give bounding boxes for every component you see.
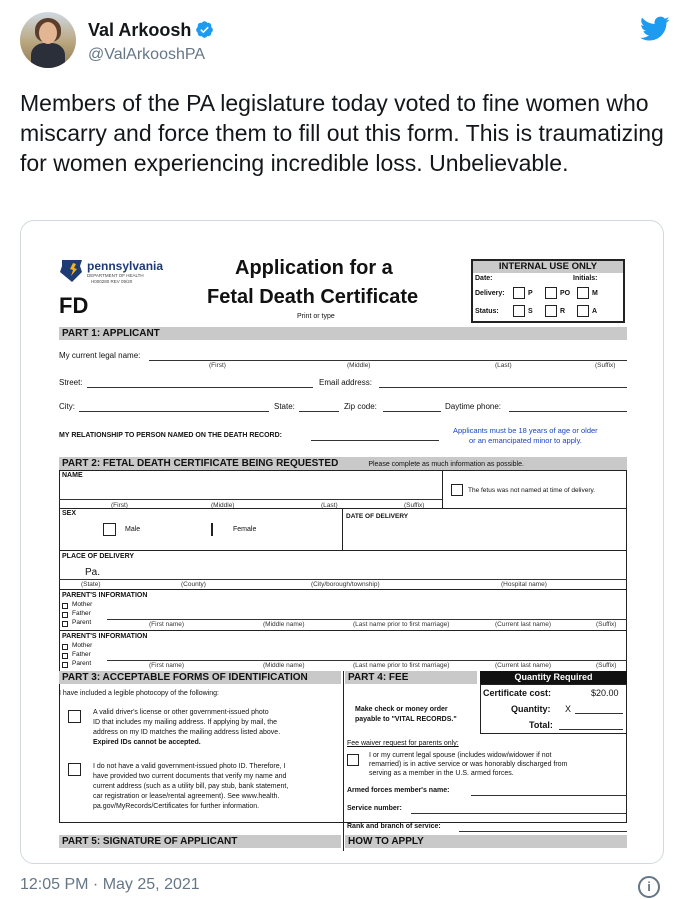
parent2-parent-checkbox[interactable]	[62, 662, 68, 668]
parent2-suffix-caption: (Suffix)	[596, 662, 617, 669]
display-name[interactable]	[88, 20, 214, 41]
service-number-line[interactable]	[411, 813, 627, 814]
p2-middle-caption: (Middle)	[211, 502, 235, 509]
id-option2-checkbox[interactable]	[68, 763, 81, 776]
id-option2-line1: I do not have a valid government-issued photo ID. Therefore, I	[93, 763, 286, 770]
tweet-header	[20, 12, 670, 72]
parent2-last-caption: (Last name prior to first marriage)	[353, 662, 450, 669]
service-number-label: Service number:	[347, 805, 402, 812]
form-title-line2: Fetal Death Certificate	[207, 286, 419, 308]
part2-note: Please complete as much information as possible.	[368, 461, 524, 468]
id-option2-line5: pa.gov/MyRecords/Certificates for further information.	[93, 803, 260, 810]
sex-label: SEX	[62, 510, 77, 517]
id-intro: I have included a legible photocopy of the following:	[59, 690, 219, 697]
zip-label: Zip code:	[344, 402, 377, 411]
place-state-caption: (State)	[81, 581, 101, 588]
id-option2-line3: current address (such as a utility bill, pay stub, bank statement,	[93, 783, 289, 790]
part1-header: PART 1: APPLICANT	[59, 327, 627, 340]
id-option1-bold: Expired IDs cannot be accepted.	[93, 739, 201, 746]
female-label: Female	[233, 526, 257, 533]
qty-required-header: Quantity Required	[480, 671, 627, 684]
parent2-name-line[interactable]	[107, 660, 627, 661]
cost-value: $20.00	[591, 688, 619, 698]
part2-header	[59, 457, 627, 470]
male-label: Male	[125, 526, 141, 533]
email-label: Email address:	[319, 378, 372, 387]
id-option2-line2: have provided two current documents that verify my name and	[93, 773, 287, 780]
armed-forces-label: Armed forces member's name:	[347, 787, 450, 794]
check-payable-line2: payable to "VITAL RECORDS."	[355, 716, 457, 723]
fetus-name-line[interactable]	[59, 499, 442, 500]
quantity-x: X	[565, 704, 572, 714]
avatar[interactable]	[20, 12, 76, 68]
status-a-checkbox[interactable]	[577, 305, 589, 317]
p2-last-caption: (Last)	[321, 502, 338, 509]
fee-waiver-label: Fee waiver request for parents only:	[347, 740, 459, 747]
parent1-name-line[interactable]	[107, 619, 627, 620]
internal-initials: Initials:	[573, 275, 598, 282]
p1-first-caption: (First)	[209, 362, 226, 369]
not-named-label: The fetus was not named at time of delivery.	[468, 487, 596, 494]
attached-form-image[interactable]	[20, 220, 664, 864]
delivery-po-checkbox[interactable]	[545, 287, 557, 299]
parent2-mother-checkbox[interactable]	[62, 644, 68, 650]
delivery-p-label: P	[528, 290, 533, 297]
relationship-line[interactable]	[311, 440, 439, 441]
parent1-last-caption: (Last name prior to first marriage)	[353, 621, 450, 628]
print-note: Print or type	[297, 313, 335, 320]
street-label: Street:	[59, 378, 83, 387]
state-line[interactable]	[299, 411, 339, 412]
part3-header: PART 3: ACCEPTABLE FORMS OF IDENTIFICATION	[59, 671, 341, 684]
parent1-mother-label: Mother	[72, 601, 93, 608]
form-title-line1: Application for a	[235, 257, 393, 279]
delivery-po-label: PO	[560, 290, 571, 297]
fee-waiver-text	[369, 751, 567, 778]
id-option1-line3: address on my ID matches the mailing address listed above.	[93, 729, 281, 736]
internal-date: Date:	[475, 275, 493, 282]
id-option1-checkbox[interactable]	[68, 710, 81, 723]
parent1-father-label: Father	[72, 610, 91, 617]
parent2-current-caption: (Current last name)	[495, 662, 551, 669]
relationship-label: MY RELATIONSHIP TO PERSON NAMED ON THE DEATH RECORD:	[59, 432, 282, 439]
parent2-father-checkbox[interactable]	[62, 653, 68, 659]
city-label: City:	[59, 402, 75, 411]
parent1-middle-caption: (Middle name)	[263, 621, 305, 628]
date-delivery-label: DATE OF DELIVERY	[346, 513, 409, 520]
status-r-label: R	[560, 308, 566, 315]
part2-header-text: PART 2: FETAL DEATH CERTIFICATE BEING REQUESTED	[62, 458, 339, 469]
fee-waiver-line1: I or my current legal spouse (includes widow/widower if not	[369, 752, 552, 759]
verified-badge-icon	[195, 20, 214, 39]
delivery-p-checkbox[interactable]	[513, 287, 525, 299]
p2-suffix-caption: (Suffix)	[404, 502, 425, 509]
check-payable-line1: Make check or money order	[355, 706, 448, 713]
how-to-apply-header: HOW TO APPLY	[345, 835, 627, 848]
age-note-line2: or an emancipated minor to apply.	[469, 436, 582, 445]
parent1-first-caption: (First name)	[149, 621, 185, 628]
internal-delivery: Delivery:	[475, 290, 505, 297]
p1-suffix-caption: (Suffix)	[595, 362, 616, 369]
fetal-death-form	[59, 257, 627, 864]
delivery-state-value[interactable]: Pa.	[85, 567, 101, 578]
status-s-label: S	[528, 308, 533, 315]
part4-header: PART 4: FEE	[345, 671, 477, 684]
info-icon[interactable]: i	[638, 876, 660, 898]
p1-middle-caption: (Middle)	[347, 362, 371, 369]
email-line[interactable]	[379, 387, 627, 388]
fee-waiver-line2: remarried) is in active service or was honorably discharged from	[369, 761, 568, 768]
agency-name: pennsylvania	[87, 259, 164, 273]
parent2-mother-label: Mother	[72, 642, 93, 649]
legal-name-label: My current legal name:	[59, 351, 141, 360]
parent1-current-caption: (Current last name)	[495, 621, 551, 628]
delivery-m-label: M	[592, 290, 598, 297]
quantity-line[interactable]	[575, 713, 623, 714]
p1-last-caption: (Last)	[495, 362, 512, 369]
place-line[interactable]	[59, 579, 627, 580]
parent2-middle-caption: (Middle name)	[263, 662, 305, 669]
place-county-caption: (County)	[181, 581, 206, 588]
not-named-checkbox[interactable]	[451, 484, 463, 496]
twitter-bird-icon[interactable]	[640, 16, 670, 42]
id-option1-line2: ID that includes my mailing address. If applying by mail, the	[93, 719, 278, 726]
female-checkbox[interactable]	[211, 523, 213, 536]
city-line[interactable]	[79, 411, 269, 412]
state-label: State:	[274, 402, 295, 411]
male-checkbox[interactable]	[103, 523, 116, 536]
parent2-info-label: PARENT'S INFORMATION	[62, 633, 148, 640]
parent2-first-caption: (First name)	[149, 662, 185, 669]
cost-label: Certificate cost:	[483, 688, 552, 698]
fetus-name-label: NAME	[62, 472, 83, 479]
internal-use-title: INTERNAL USE ONLY	[473, 261, 623, 273]
display-name-text[interactable]: Val Arkoosh	[88, 20, 192, 40]
parent1-info-label: PARENT'S INFORMATION	[62, 592, 148, 599]
place-city-caption: (City/borough/township)	[311, 581, 380, 588]
phone-label: Daytime phone:	[445, 402, 502, 411]
part5-header: PART 5: SIGNATURE OF APPLICANT	[59, 835, 341, 848]
delivery-m-checkbox[interactable]	[577, 287, 589, 299]
internal-use-box	[471, 259, 625, 323]
parent2-father-label: Father	[72, 651, 91, 658]
place-hospital-caption: (Hospital name)	[501, 581, 547, 588]
total-line[interactable]	[559, 729, 623, 730]
quantity-label: Quantity:	[511, 704, 551, 714]
id-option2-line4: car registration or lease/rental agreement). See www.health.	[93, 793, 280, 800]
parent1-parent-checkbox[interactable]	[62, 621, 68, 627]
parent1-father-checkbox[interactable]	[62, 612, 68, 618]
tweet-timestamp[interactable]: 12:05 PM · May 25, 2021	[20, 876, 200, 893]
total-label: Total:	[529, 720, 553, 730]
phone-line[interactable]	[509, 411, 627, 412]
pennsylvania-keystone-icon	[59, 259, 85, 283]
legal-name-line[interactable]	[149, 360, 627, 361]
rank-branch-line[interactable]	[459, 831, 627, 832]
parent1-parent-label: Parent	[72, 619, 92, 626]
fee-waiver-checkbox[interactable]	[347, 754, 359, 766]
id-option2-text	[93, 762, 339, 812]
parent1-suffix-caption: (Suffix)	[596, 621, 617, 628]
rank-branch-label: Rank and branch of service:	[347, 823, 441, 830]
dept-name: DEPARTMENT OF HEALTH	[87, 273, 144, 278]
form-code: H000280 REV 09/20	[91, 279, 133, 284]
fee-waiver-line3: serving as a member in the U.S. armed forces.	[369, 770, 514, 777]
status-r-checkbox[interactable]	[545, 305, 557, 317]
street-line[interactable]	[87, 387, 313, 388]
parent2-parent-label: Parent	[72, 660, 92, 667]
id-option1-line1: A valid driver's license or other government-issued photo	[93, 709, 269, 716]
parent1-mother-checkbox[interactable]	[62, 603, 68, 609]
zip-line[interactable]	[383, 411, 441, 412]
p2-first-caption: (First)	[111, 502, 128, 509]
tweet-text: Members of the PA legislature today voted to fine women who miscarry and force them to fill out this form. This is traumatizing for women experiencing incredible loss. Unbelievable.	[20, 90, 664, 176]
age-note-line1: Applicants must be 18 years of age or older	[453, 426, 598, 435]
id-option1-text	[93, 708, 339, 748]
status-s-checkbox[interactable]	[513, 305, 525, 317]
status-a-label: A	[592, 308, 598, 315]
place-delivery-label: PLACE OF DELIVERY	[62, 553, 135, 560]
user-handle[interactable]: @ValArkooshPA	[88, 46, 206, 63]
form-id: FD	[59, 293, 89, 318]
armed-forces-line[interactable]	[471, 795, 627, 796]
internal-status: Status:	[475, 308, 499, 315]
